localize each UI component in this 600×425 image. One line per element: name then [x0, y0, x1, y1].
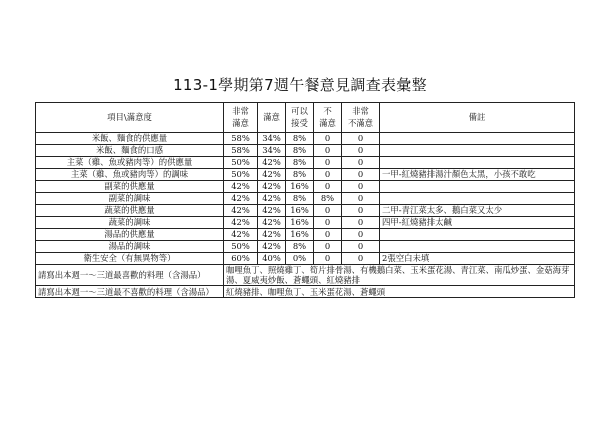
table-row: [36, 241, 575, 253]
cell-note: [380, 157, 575, 169]
header-very-unsatisfied-line1: 非常: [352, 106, 369, 117]
cell-satisfied: 42%: [258, 181, 286, 193]
cell-note: [380, 193, 575, 205]
cell-unsatisfied: 0: [314, 157, 342, 169]
cell-note: 一甲-紅燒豬排湯汁顏色太黑，小孩不敢吃: [380, 169, 575, 181]
cell-very-satisfied: 60%: [224, 253, 258, 265]
cell-acceptable: 8%: [286, 241, 314, 253]
cell-satisfied: 42%: [258, 241, 286, 253]
header-row: [36, 103, 575, 133]
cell-unsatisfied: 8%: [314, 193, 342, 205]
question-favorite-answer: 咖哩魚丁、照燒雞丁、筍片排骨湯、有機鵝白菜、玉米蛋花湯、青江菜、南瓜炒蛋、金菇海芽湯、夏威夷炒飯、蒼蠅頭、紅燒豬排: [224, 265, 575, 286]
header-unsatisfied-line1: 不: [323, 106, 332, 117]
cell-very-unsatisfied: 0: [342, 157, 380, 169]
row-item: 米飯、麵食的供應量: [36, 133, 224, 145]
cell-unsatisfied: 0: [314, 181, 342, 193]
cell-very-satisfied: 50%: [224, 241, 258, 253]
cell-acceptable: 16%: [286, 229, 314, 241]
row-item: 副菜的供應量: [36, 181, 224, 193]
table-row: [36, 229, 575, 241]
row-item: 副菜的調味: [36, 193, 224, 205]
question-least-favorite-label: 請寫出本週一～三道最不喜歡的料理（含湯品）: [36, 286, 224, 298]
cell-acceptable: 8%: [286, 193, 314, 205]
row-item: 湯品的調味: [36, 241, 224, 253]
page-title: 113-1學期第7週午餐意見調查表彙整: [173, 76, 427, 94]
table-row: [36, 169, 575, 181]
table-row: [36, 253, 575, 265]
cell-very-unsatisfied: 0: [342, 217, 380, 229]
header-satisfied-label: 滿意: [263, 112, 280, 123]
question-row-least-favorite: [36, 286, 575, 298]
cell-very-unsatisfied: 0: [342, 181, 380, 193]
header-acceptable-line2: 接受: [291, 117, 308, 128]
header-very-satisfied-line2: 滿意: [232, 117, 249, 128]
cell-acceptable: 16%: [286, 217, 314, 229]
table-row: [36, 205, 575, 217]
cell-very-unsatisfied: 0: [342, 169, 380, 181]
cell-satisfied: 42%: [258, 169, 286, 181]
question-row-favorite: [36, 265, 575, 286]
cell-note: 二甲-青江菜太多、鵝白菜又太少: [380, 205, 575, 217]
header-note: [380, 103, 575, 133]
header-note-label: 備註: [468, 112, 486, 123]
header-very-satisfied: [224, 103, 258, 133]
cell-very-unsatisfied: 0: [342, 193, 380, 205]
header-item: [36, 103, 224, 133]
header-unsatisfied: [314, 103, 342, 133]
table-row: [36, 157, 575, 169]
row-item: 衛生安全（有無異物等）: [36, 253, 224, 265]
cell-very-satisfied: 50%: [224, 169, 258, 181]
header-item-label: 項目\滿意度: [107, 112, 152, 123]
cell-acceptable: 16%: [286, 205, 314, 217]
cell-satisfied: 42%: [258, 193, 286, 205]
table-row: [36, 193, 575, 205]
table-row: [36, 181, 575, 193]
row-item: 蔬菜的調味: [36, 217, 224, 229]
cell-very-unsatisfied: 0: [342, 229, 380, 241]
cell-very-satisfied: 58%: [224, 133, 258, 145]
cell-satisfied: 42%: [258, 157, 286, 169]
cell-very-satisfied: 42%: [224, 181, 258, 193]
cell-acceptable: 8%: [286, 133, 314, 145]
cell-acceptable: 0%: [286, 253, 314, 265]
cell-acceptable: 8%: [286, 145, 314, 157]
survey-table: [35, 102, 575, 298]
cell-very-satisfied: 42%: [224, 193, 258, 205]
header-satisfied: [258, 103, 286, 133]
cell-very-satisfied: 42%: [224, 217, 258, 229]
cell-very-satisfied: 58%: [224, 145, 258, 157]
cell-unsatisfied: 0: [314, 169, 342, 181]
cell-unsatisfied: 0: [314, 217, 342, 229]
table-row: [36, 145, 575, 157]
cell-very-satisfied: 42%: [224, 205, 258, 217]
header-very-satisfied-line1: 非常: [232, 106, 249, 117]
row-item: 蔬菜的供應量: [36, 205, 224, 217]
cell-note: 2張空白未填: [380, 253, 575, 265]
cell-acceptable: 16%: [286, 181, 314, 193]
table-row: [36, 217, 575, 229]
cell-satisfied: 42%: [258, 205, 286, 217]
cell-satisfied: 34%: [258, 145, 286, 157]
header-acceptable-line1: 可以: [291, 106, 308, 117]
cell-acceptable: 8%: [286, 169, 314, 181]
cell-note: 四甲-紅燒豬排太鹹: [380, 217, 575, 229]
row-item: 主菜（雞、魚或豬肉等）的調味: [36, 169, 224, 181]
cell-acceptable: 8%: [286, 157, 314, 169]
cell-very-unsatisfied: 0: [342, 133, 380, 145]
header-very-unsatisfied: [342, 103, 380, 133]
cell-very-satisfied: 50%: [224, 157, 258, 169]
cell-very-unsatisfied: 0: [342, 253, 380, 265]
cell-note: [380, 145, 575, 157]
cell-unsatisfied: 0: [314, 145, 342, 157]
header-very-unsatisfied-line2: 不滿意: [347, 117, 374, 128]
header-acceptable: [286, 103, 314, 133]
table-row: [36, 133, 575, 145]
cell-satisfied: 42%: [258, 229, 286, 241]
cell-note: [380, 181, 575, 193]
cell-note: [380, 133, 575, 145]
cell-very-unsatisfied: 0: [342, 241, 380, 253]
cell-unsatisfied: 0: [314, 229, 342, 241]
cell-satisfied: 40%: [258, 253, 286, 265]
question-favorite-label: 請寫出本週一～三道最喜歡的料理（含湯品）: [36, 265, 224, 286]
cell-unsatisfied: 0: [314, 133, 342, 145]
cell-very-satisfied: 42%: [224, 229, 258, 241]
cell-unsatisfied: 0: [314, 253, 342, 265]
header-unsatisfied-line2: 滿意: [319, 117, 336, 128]
cell-very-unsatisfied: 0: [342, 205, 380, 217]
cell-unsatisfied: 0: [314, 241, 342, 253]
row-item: 主菜（雞、魚或豬肉等）的供應量: [36, 157, 224, 169]
row-item: 米飯、麵食的口感: [36, 145, 224, 157]
cell-satisfied: 34%: [258, 133, 286, 145]
question-least-favorite-answer: 紅燒豬排、咖哩魚丁、玉米蛋花湯、蒼蠅頭: [224, 286, 575, 298]
cell-note: [380, 229, 575, 241]
cell-note: [380, 241, 575, 253]
cell-satisfied: 42%: [258, 217, 286, 229]
cell-very-unsatisfied: 0: [342, 145, 380, 157]
row-item: 湯品的供應量: [36, 229, 224, 241]
cell-unsatisfied: 0: [314, 205, 342, 217]
